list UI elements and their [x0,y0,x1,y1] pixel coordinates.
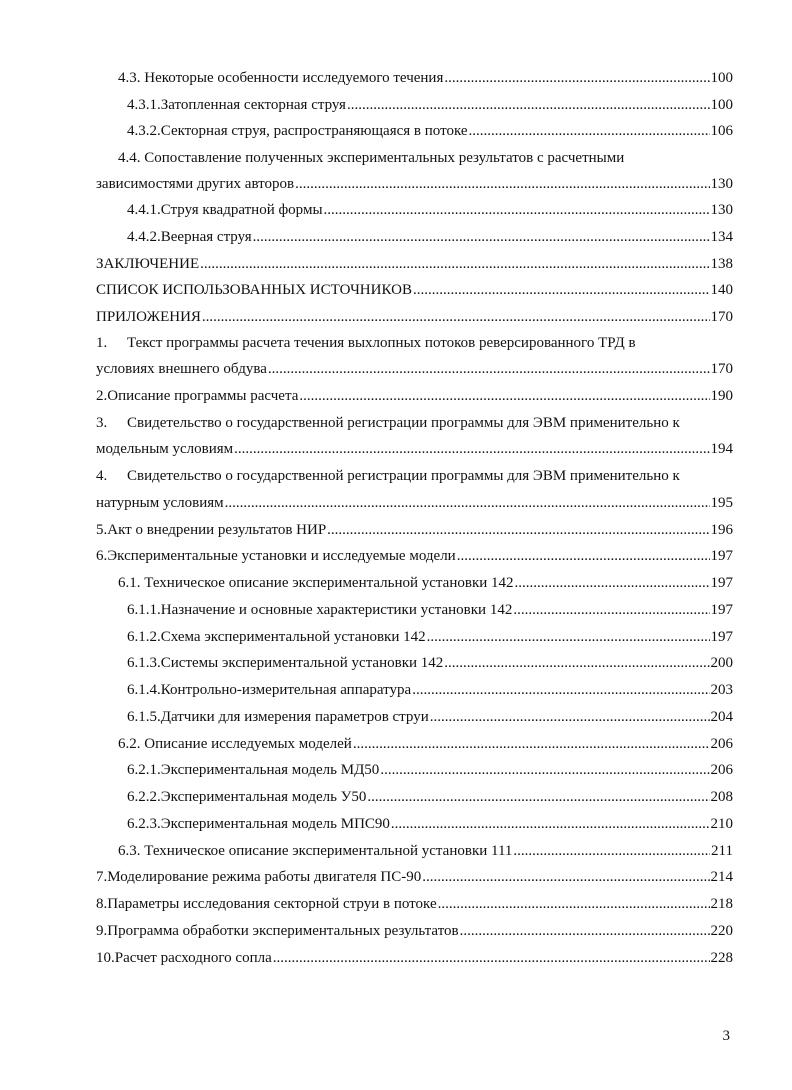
toc-title: зависимостями других авторов [96,176,295,192]
toc-page: 208 [710,789,733,805]
toc-number: 9. [96,923,108,939]
toc-page: 218 [710,896,733,912]
toc-page: 206 [710,762,733,778]
toc-page: 197 [710,548,733,564]
toc-number: 6.1.3. [127,655,161,671]
toc-title: Системы экспериментальной установки 142 [160,655,444,671]
toc-entry [127,93,733,117]
toc-number: 4. [96,468,108,484]
toc-entry [127,758,733,782]
toc-title: 6.2. Описание исследуемых моделей [118,736,352,752]
toc-page: 214 [710,869,733,885]
toc-page: 206 [710,736,733,752]
toc-number: 3. [96,415,108,431]
toc-number: 5. [96,522,108,538]
toc-number: 6.2.2. [127,789,161,805]
toc-entry [118,66,733,90]
toc-title-first-line: 4.4. Сопоставление полученных экспериментальных результатов с расчетными [118,150,625,166]
toc-title: условиях внешнего обдува [96,361,267,377]
toc-title: натурным условиям [96,495,224,511]
toc-entry [127,785,733,809]
toc-page: 140 [710,282,733,298]
toc-entry [127,812,733,836]
toc-entry [127,598,733,622]
toc-title: Программа обработки экспериментальных результатов [107,923,459,939]
toc-entry-first-line [96,331,636,355]
toc-entry [127,678,733,702]
page-number: 3 [722,1028,730,1044]
toc-page: 211 [711,843,733,859]
toc-number: 6.1.2. [127,629,161,645]
toc-number: 7. [96,869,108,885]
toc-entry [96,252,733,276]
toc-title: Экспериментальная модель МПС90 [160,816,390,832]
toc-entry [127,198,733,222]
toc-page: 100 [710,70,733,86]
toc-entry [96,544,733,568]
toc-title: модельным условиям [96,441,234,457]
toc-title: Затопленная секторная струя [160,97,346,113]
toc-page: 220 [710,923,733,939]
toc-page: 170 [710,309,733,325]
toc-title: Веерная струя [160,229,252,245]
toc-title: Экспериментальные установки и исследуемые модели [107,548,456,564]
toc-page: 100 [710,97,733,113]
toc-entry [127,651,733,675]
toc-number: 4.3.1. [127,97,161,113]
toc-number: 4.4.1. [127,202,161,218]
toc-number: 8. [96,896,108,912]
toc-page: 138 [710,256,733,272]
toc-title: 6.3. Техническое описание экспериментальной установки 111 [118,843,513,859]
toc-title: 4.3. Некоторые особенности исследуемого течения [118,70,444,86]
toc-entry [96,384,733,408]
toc-entry [127,225,733,249]
toc-entry-first-line [96,464,680,488]
toc-page: 134 [710,229,733,245]
toc-title: Экспериментальная модель МД50 [160,762,380,778]
toc-entry [127,119,733,143]
toc-page: 210 [710,816,733,832]
toc-title: Струя квадратной формы [160,202,323,218]
toc-number: 2. [96,388,108,404]
toc-title: Экспериментальная модель У50 [160,789,367,805]
toc-number: 4.4.2. [127,229,161,245]
toc-number: 4.3.2. [127,123,161,139]
toc-entry [96,437,733,461]
toc-page: 200 [710,655,733,671]
toc-title: Контрольно-измерительная аппаратура [160,682,412,698]
toc-number: 6.1.1. [127,602,161,618]
toc-title-first-line: Свидетельство о государственной регистрации программы для ЭВМ применительно к [127,415,680,431]
toc-title: Расчет расходного сопла [114,950,272,966]
toc-title: Параметры исследования секторной струи в потоке [107,896,437,912]
toc-entry [118,571,733,595]
toc-entry [96,865,733,889]
toc-page: 190 [710,388,733,404]
toc-page: 170 [710,361,733,377]
toc-page: 106 [710,123,733,139]
toc-number: 10. [96,950,115,966]
toc-page: 130 [710,202,733,218]
toc-number: 6.1.4. [127,682,161,698]
toc-page: 228 [710,950,733,966]
toc-page: 203 [710,682,733,698]
toc-entry [96,172,733,196]
toc-page: 197 [710,629,733,645]
toc-title-first-line: Текст программы расчета течения выхлопных потоков реверсированного ТРД в [127,335,636,351]
toc-number: 1. [96,335,108,351]
toc-entry [96,305,733,329]
toc-page: 197 [710,575,733,591]
toc-entry [127,625,733,649]
toc-entry [96,278,733,302]
toc-title: Датчики для измерения параметров струи [160,709,429,725]
toc-entry [96,892,733,916]
toc-entry [96,518,733,542]
toc-page: 195 [710,495,733,511]
toc-number: 6.2.1. [127,762,161,778]
toc-title: СПИСОК ИСПОЛЬЗОВАННЫХ ИСТОЧНИКОВ [96,282,412,298]
toc-title: Моделирование режима работы двигателя ПС-90 [107,869,422,885]
toc-title: 6.1. Техническое описание экспериментальной установки 142 [118,575,514,591]
toc-entry [118,732,733,756]
toc-title: Назначение и основные характеристики установки 142 [160,602,513,618]
toc-number: 6. [96,548,108,564]
toc-title: Описание программы расчета [107,388,299,404]
toc-title-first-line: Свидетельство о государственной регистрации программы для ЭВМ применительно к [127,468,680,484]
toc-title: ЗАКЛЮЧЕНИЕ [96,256,200,272]
toc-number: 6.1.5. [127,709,161,725]
toc-title: ПРИЛОЖЕНИЯ [96,309,201,325]
toc-title: Акт о внедрении результатов НИР [107,522,327,538]
toc-title: Секторная струя, распространяющаяся в потоке [160,123,468,139]
toc-title: Схема экспериментальной установки 142 [160,629,426,645]
toc-entry [96,491,733,515]
toc-page: 130 [710,176,733,192]
toc-entry [96,946,733,970]
toc-entry [96,919,733,943]
toc-entry [96,357,733,381]
toc-entry [127,705,733,729]
toc-page: 194 [710,441,733,457]
toc-number: 6.2.3. [127,816,161,832]
toc-page: 196 [710,522,733,538]
toc-page: 204 [710,709,733,725]
toc-entry-first-line [96,411,680,435]
toc-entry [118,839,733,863]
toc-page: 197 [710,602,733,618]
